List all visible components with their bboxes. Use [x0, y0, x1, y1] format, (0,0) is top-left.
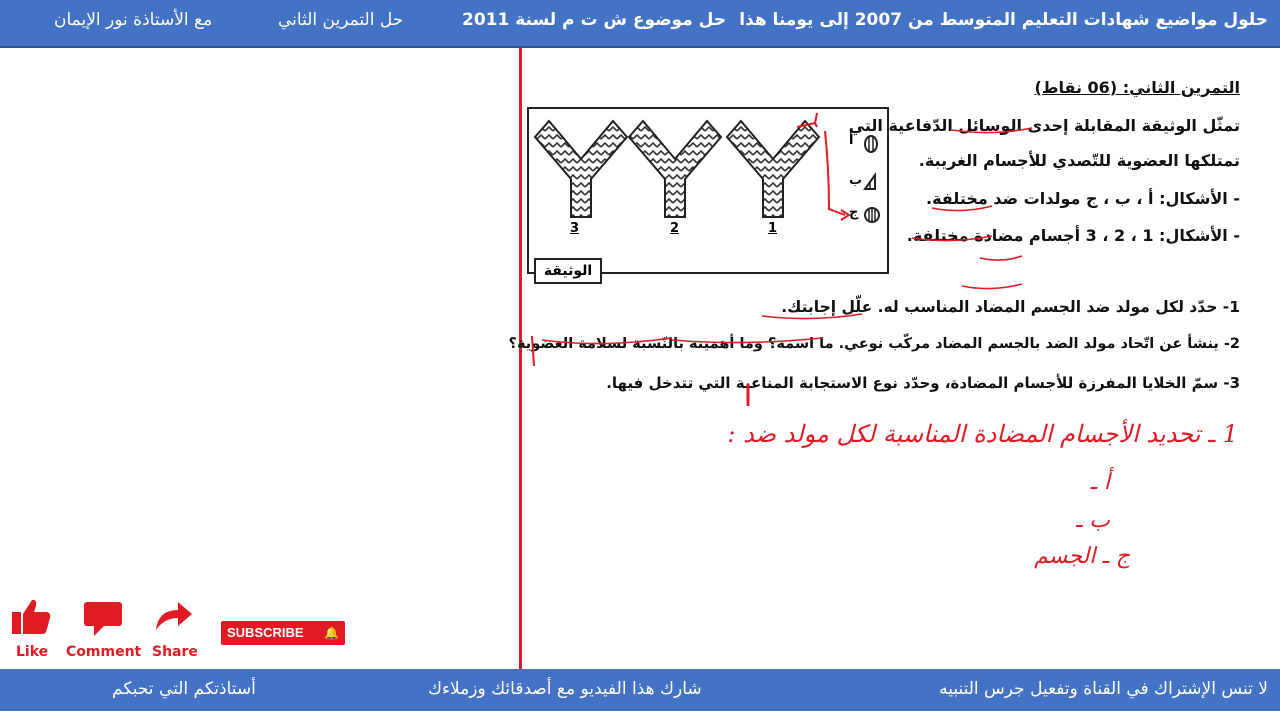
share-arrow-icon [152, 596, 194, 638]
share-label: Share [152, 644, 198, 660]
antigen-label-a: أ [849, 133, 854, 148]
like-button[interactable] [10, 596, 52, 660]
footer-share: شارك هذا الفيديو مع أصدقائك وزملاءك [428, 679, 702, 699]
bell-icon: 🔔 [324, 626, 339, 640]
like-label: Like [16, 644, 49, 660]
question-3: 3- سمّ الخلايا المفرزة للأجسام المضادة، وحدّد نوع الاستجابة المناعية التي تتدخل فيها. [606, 374, 1240, 392]
answer-item-c: ج ـ الجسم [1034, 544, 1130, 569]
header-exercise: حل التمرين الثاني [278, 10, 404, 30]
subscribe-label: SUBSCRIBE [227, 625, 304, 640]
footer-bar [0, 669, 1280, 711]
antigen-label-b: ب [849, 173, 863, 188]
shapes-antigens: - الأشكال: أ ، ب ، ج مولدات ضد مختلفة. [926, 189, 1240, 208]
intro-line-2: تمتلكها العضوية للتّصدي للأجسام الغريبة. [918, 151, 1240, 170]
antibody-number-2: 2 [670, 221, 680, 236]
header-bar [0, 0, 1280, 48]
share-button[interactable] [152, 596, 198, 660]
header-solution-topic: حل موضوع ش ت م لسنة 2011 [462, 10, 727, 30]
thumbs-up-icon [10, 596, 52, 638]
header-teacher: مع الأستاذة نور الإيمان [54, 10, 213, 30]
footer-strip [0, 711, 1280, 720]
answer-heading: 1 ـ تحديد الأجسام المضادة المناسبة لكل مولد ضد : [727, 420, 1238, 448]
handwriting-underlines [522, 48, 1280, 669]
antigen-label-c: ج [849, 205, 859, 220]
footer-subscribe-reminder: لا تنس الإشتراك في القناة وتفعيل جرس التنبيه [939, 679, 1268, 699]
shapes-antibodies: - الأشكال: 1 ، 2 ، 3 أجسام مضادة مختلفة. [906, 226, 1240, 245]
comment-button[interactable] [66, 596, 142, 660]
comment-icon [82, 596, 124, 638]
figure-label: الوثيقة [534, 258, 602, 284]
subscribe-button[interactable] [221, 621, 345, 645]
question-2: 2- ينشأ عن اتّحاد مولد الضد بالجسم المضاد مركّب نوعي. ما اسمه؟ وما أهميته بالنّسبة لسلامة العضوية؟ [508, 336, 1240, 352]
antibody-number-3: 3 [570, 221, 580, 236]
footer-signature: أستاذتكم التي تحبكم [112, 679, 256, 699]
header-title: حلول مواضيع شهادات التعليم المتوسط من 2007 إلى يومنا هذا [739, 10, 1268, 30]
comment-label: Comment [66, 644, 142, 660]
answer-item-b: ب ـ [1075, 508, 1110, 533]
intro-line-1: تمثّل الوثيقة المقابلة إحدى الوسائل الدّفاعية التي [848, 116, 1240, 135]
antibody-number-1: 1 [768, 221, 778, 236]
exercise-title: التمرين الثاني: (06 نقاط) [1034, 78, 1240, 97]
question-1: 1- حدّد لكل مولد ضد الجسم المضاد المناسب له. علّل إجابتك. [781, 298, 1240, 316]
answer-item-a: أ ـ [1090, 470, 1110, 495]
